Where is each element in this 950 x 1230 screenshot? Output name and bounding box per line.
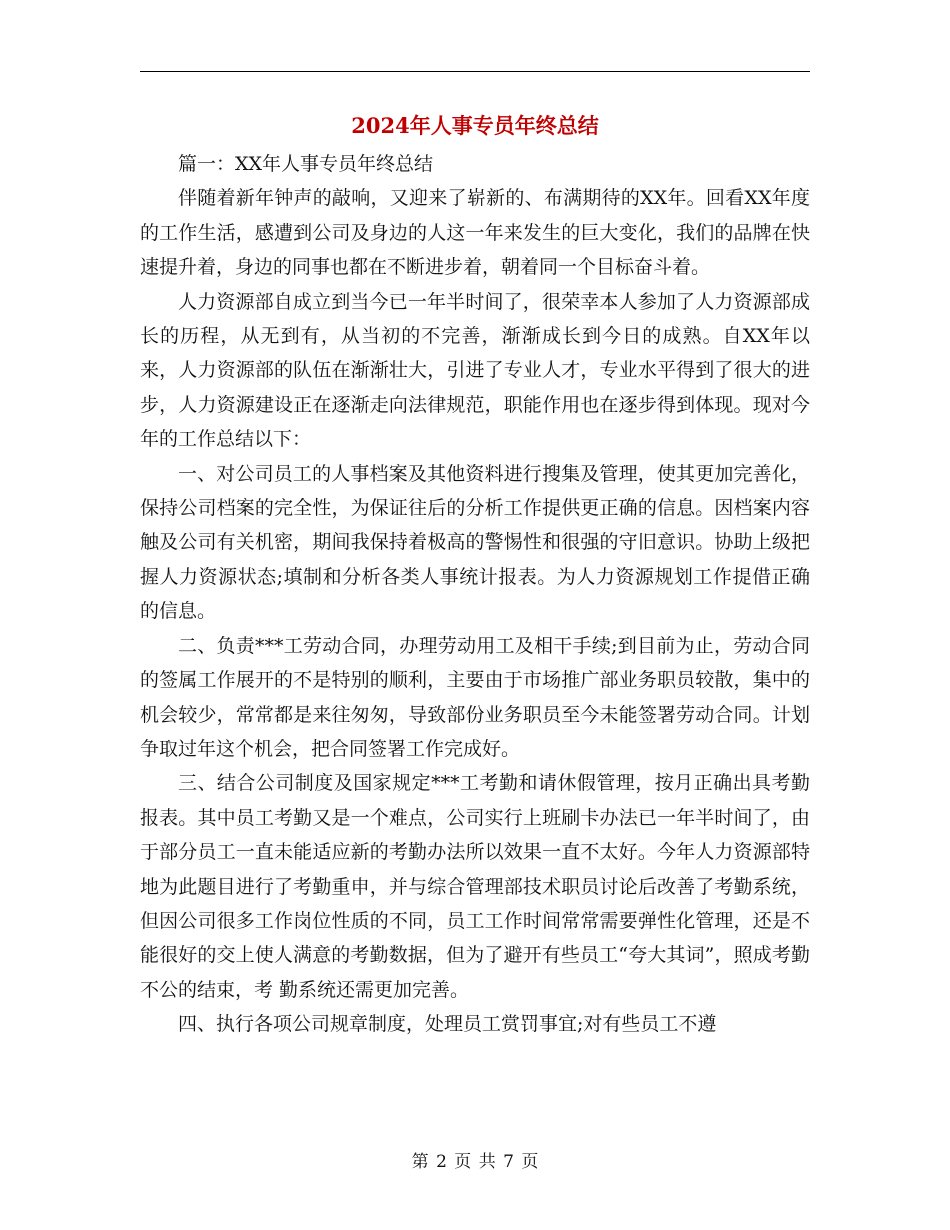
document-body: [140, 147, 810, 1042]
paragraph-item-4: 四、执行各项公司规章制度，处理员工赏罚事宜;对有些员工不遵: [178, 1013, 717, 1036]
header-rule: [140, 71, 810, 72]
paragraph-intro: 伴随着新年钟声的敲响，又迎来了崭新的、布满期待的XX年。回看XX年度的工作生活，感遭到公司及身边的人这一年来发生的巨大变化，我们的品牌在快速提升着，身边的同事也都在不断进步着，朝着同一个目标奋斗着。: [140, 187, 810, 279]
document-title: 2024年人事专员年终总结: [351, 113, 599, 138]
paragraph-item-3: 三、结合公司制度及国家规定***工考勤和请休假管理，按月正确出具考勤报表。其中员工考勤又是一个难点，公司实行上班刷卡办法已一年半时间了，由于部分员工一直未能适应新的考勤办法所以效果一直不太好。今年人力资源部特地为此题目进行了考勤重申，并与综合管理部技术职员讨论后改善了考勤系统，但因公司很多工作岗位性质的不同，员工工作时间常常需要弹性化管理，还是不能很好的交上使人满意的考勤数据，但为了避开有些员工“夸大其词”，照成考勤不公的结束，考 勤系统还需更加完善。: [140, 772, 810, 1001]
section-heading: 篇一：XX年人事专员年终总结: [178, 153, 434, 175]
paragraph-item-1: 一、对公司员工的人事档案及其他资料进行搜集及管理，使其更加完善化，保持公司档案的完全性，为保证往后的分析工作提供更正确的信息。因档案内容触及公司有关机密，期间我保持着极高的警惕性和很强的守旧意识。协助上级把握人力资源状态;填制和分析各类人事统计报表。为人力资源规划工作提借正确的信息。: [140, 462, 810, 623]
paragraph-item-2: 二、负责***工劳动合同，办理劳动用工及相干手续;到目前为止，劳动合同的签属工作展开的不是特别的顺利，主要由于市场推广部业务职员较散，集中的机会较少，常常都是来往匆匆，导致部份业务职员至今未能签署劳动合同。计划争取过年这个机会，把合同签署工作完成好。: [140, 634, 810, 760]
paragraph-department: 人力资源部自成立到当今已一年半时间了，很荣幸本人参加了人力资源部成长的历程，从无到有，从当初的不完善，渐渐成长到今日的成熟。自XX年以来，人力资源部的队伍在渐渐壮大，引进了专业人才，专业水平得到了很大的进步，人力资源建设正在逐渐走向法律规范，职能作用也在逐步得到体现。现对今年的工作总结以下：: [140, 290, 810, 451]
page-number: 第 2 页 共 7 页: [411, 1152, 539, 1172]
